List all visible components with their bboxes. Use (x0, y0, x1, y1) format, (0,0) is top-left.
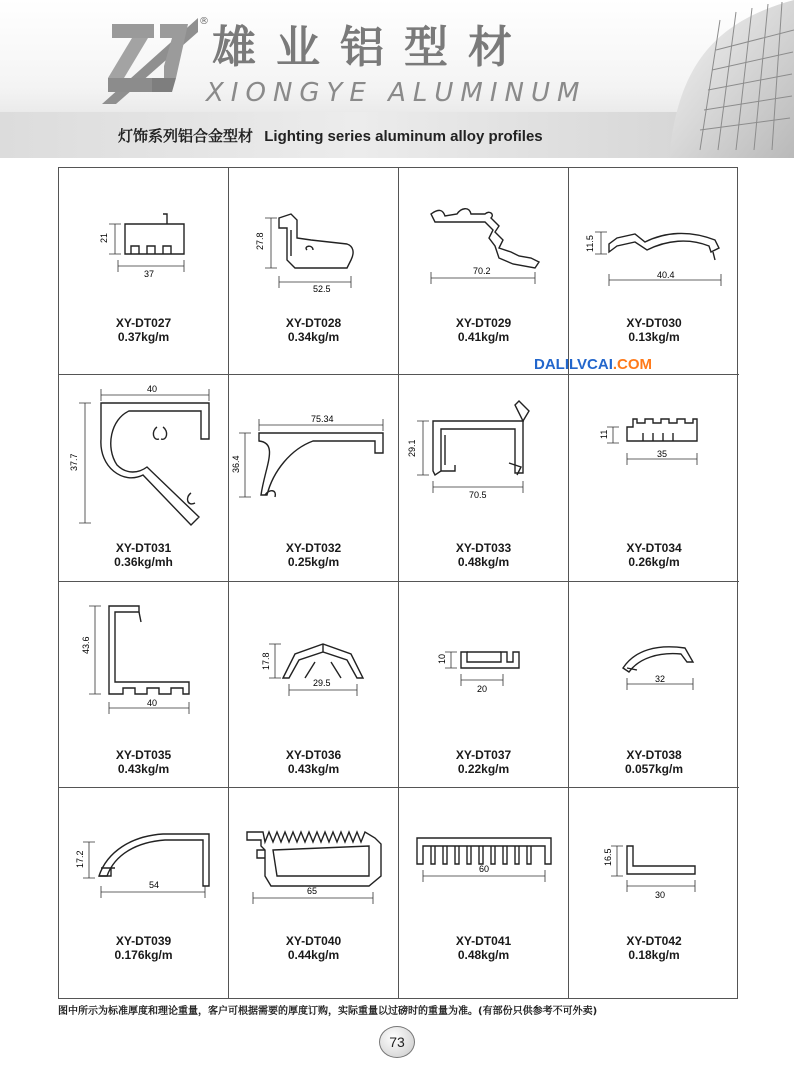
dimension-label: 35 (657, 449, 668, 459)
dimension-label: 16.5 (603, 848, 613, 866)
product-card (569, 788, 739, 999)
product-code: XY-DT031 (115, 541, 172, 555)
dimension-label: 21 (99, 232, 109, 243)
dimension-label: 65 (307, 886, 318, 896)
dimension-label: 40 (147, 698, 158, 708)
dimension-label: 37 (144, 269, 155, 279)
dimension-label: 60 (479, 864, 490, 874)
registered-mark: ® (199, 16, 209, 27)
profile-drawing-dt042 (569, 788, 739, 999)
product-card (229, 788, 399, 999)
product-weight: 0.22kg/m (457, 762, 510, 776)
product-card (399, 168, 569, 375)
dimension-label: 32 (655, 674, 666, 684)
profile-drawing-dt039 (59, 788, 229, 999)
dimension-label: 40.4 (657, 270, 675, 280)
profile-drawing-dt040 (229, 788, 399, 999)
catalog-header (0, 0, 794, 158)
product-code: XY-DT032 (285, 541, 342, 555)
dimension-label: 11.5 (585, 235, 595, 252)
product-card (399, 582, 569, 788)
dimension-label: 75.34 (311, 414, 334, 424)
product-weight: 0.43kg/m (287, 762, 340, 776)
product-code: XY-DT038 (626, 748, 682, 762)
product-weight: 0.18kg/m (628, 948, 680, 962)
dimension-label: 37.7 (69, 453, 79, 471)
product-weight: 0.37kg/m (117, 330, 170, 344)
product-card (569, 375, 739, 582)
product-weight: 0.44kg/m (287, 948, 340, 962)
product-card (229, 582, 399, 788)
product-weight: 0.176kg/m (114, 948, 173, 962)
dimension-label: 20 (477, 684, 488, 694)
product-card (59, 168, 229, 375)
dimension-label: 11 (599, 429, 609, 439)
product-code: XY-DT042 (626, 934, 682, 948)
product-weight: 0.48kg/m (457, 555, 510, 569)
product-code: XY-DT033 (455, 541, 512, 555)
product-code: XY-DT041 (455, 934, 512, 948)
product-weight: 0.36kg/mh (114, 555, 173, 569)
dimension-label: 17.2 (75, 850, 85, 868)
brand-name-chinese: 雄业铝型材 (212, 22, 532, 73)
subtitle-chinese: 灯饰系列铝合金型材 (118, 127, 254, 145)
dimension-label: 17.8 (261, 652, 271, 670)
dimension-label: 70.2 (473, 266, 491, 276)
building-illustration (660, 0, 794, 158)
product-code: XY-DT034 (626, 541, 682, 555)
product-code: XY-DT040 (285, 934, 342, 948)
product-code: XY-DT028 (285, 316, 342, 330)
dimension-label: 40 (147, 384, 158, 394)
product-card (569, 582, 739, 788)
dimension-label: 70.5 (469, 490, 487, 500)
profile-drawing-dt041 (399, 788, 569, 999)
product-card (229, 168, 399, 375)
product-weight: 0.48kg/m (457, 948, 510, 962)
product-card (399, 375, 569, 582)
product-weight: 0.26kg/m (628, 555, 680, 569)
product-card (399, 788, 569, 999)
product-card (59, 788, 229, 999)
product-code: XY-DT027 (115, 316, 172, 330)
product-weight: 0.41kg/m (457, 330, 510, 344)
brand-name-english: XIONGYE ALUMINUM (206, 78, 587, 108)
product-code: XY-DT037 (455, 748, 512, 762)
dimension-label: 29.1 (407, 439, 417, 457)
product-card (569, 168, 739, 375)
dimension-label: 10 (437, 653, 447, 664)
watermark-domain: DALILVCAI (534, 356, 613, 373)
dimension-label: 43.6 (81, 636, 91, 654)
dimension-label: 52.5 (313, 284, 331, 294)
product-code: XY-DT035 (115, 748, 172, 762)
brand-logo-icon (102, 18, 198, 104)
website-watermark (534, 355, 652, 375)
page-number: 73 (379, 1026, 415, 1058)
dimension-label: 27.8 (255, 232, 265, 250)
product-code: XY-DT029 (455, 316, 512, 330)
subtitle-english: Lighting series aluminum alloy profiles (264, 128, 543, 145)
product-card (59, 582, 229, 788)
product-weight: 0.057kg/m (624, 762, 684, 776)
product-card (229, 375, 399, 582)
product-code: XY-DT036 (285, 748, 342, 762)
product-weight: 0.13kg/m (628, 330, 680, 344)
dimension-label: 54 (149, 880, 160, 890)
product-code: XY-DT039 (115, 934, 172, 948)
watermark-tld: .COM (612, 356, 653, 373)
disclaimer-note: 图中所示为标准厚度和理论重量，客户可根据需要的厚度订购，实际重量以过磅时的重量为准。(有部份只供参考不可外卖) (58, 1006, 598, 1017)
catalog-subtitle (118, 124, 543, 148)
dimension-label: 36.4 (231, 455, 241, 473)
product-code: XY-DT030 (626, 316, 682, 330)
product-weight: 0.43kg/m (117, 762, 170, 776)
product-weight: 0.25kg/m (287, 555, 340, 569)
product-card (59, 375, 229, 582)
dimension-label: 30 (655, 890, 666, 900)
product-grid (58, 167, 738, 999)
product-weight: 0.34kg/m (287, 330, 340, 344)
dimension-label: 29.5 (313, 678, 331, 688)
